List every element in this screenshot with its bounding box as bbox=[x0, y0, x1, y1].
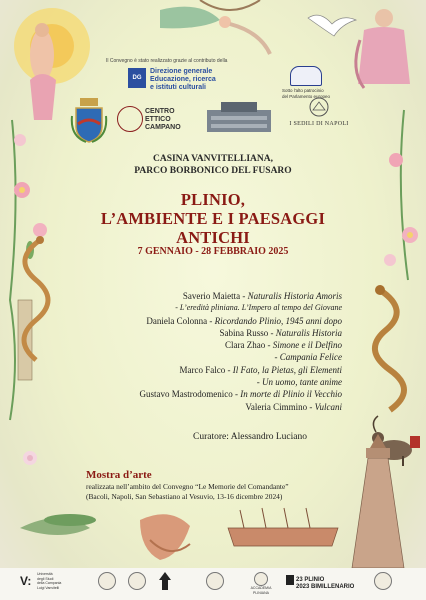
program-item: Marco Falco - Il Fato, la Pietas, gli Elementi bbox=[179, 364, 342, 375]
european-parliament-logo bbox=[282, 66, 344, 99]
sedili-emblem-icon bbox=[282, 96, 356, 118]
globe-logo bbox=[374, 572, 392, 590]
program-item: Gustavo Mastrodomenico - In morte di Plinio il Vecchio bbox=[139, 389, 342, 400]
building-logo bbox=[205, 96, 273, 144]
program-item: Saverio Maietta - Naturalis Historia Amoris bbox=[182, 291, 342, 301]
program-item: - Campania Felice bbox=[274, 352, 342, 363]
venue: CASINA VANVITELLIANA, PARCO BORBONICO DEL FUSARO bbox=[134, 154, 292, 176]
program-list bbox=[90, 290, 342, 413]
seal-logo-1 bbox=[98, 572, 116, 590]
accademia-emblem-icon bbox=[254, 572, 268, 586]
curator: Curatore: Alessandro Luciano bbox=[193, 432, 307, 442]
plinio-bimillenario-logo: 23 PLINIO 2023 BIMILLENARIO bbox=[296, 577, 355, 590]
vanvitelli-university-text: Università degli Studi della Campania Luigi Vanvitelli bbox=[37, 572, 62, 590]
european-parliament-text: Sotto l'alto patrocinio del Parlamento europeo bbox=[282, 88, 331, 99]
building-icon bbox=[205, 96, 273, 136]
municipal-crest-logo bbox=[70, 96, 108, 144]
accademia-pliniana-text: ACCADEMIA PLINIANA bbox=[250, 586, 272, 595]
woman-figure-illustration bbox=[356, 9, 410, 88]
municipal-seal-logo bbox=[206, 572, 224, 590]
serpent-column-illustration bbox=[18, 236, 48, 380]
red-seal-illustration bbox=[410, 436, 420, 448]
angel-illustration bbox=[160, 0, 270, 54]
accademia-pliniana-logo bbox=[246, 572, 276, 596]
crest-icon bbox=[70, 96, 108, 144]
parliament-building-icon bbox=[290, 66, 322, 86]
exhibition-title: PLINIO, L’AMBIENTE E I PAESAGGI ANTICHI bbox=[100, 190, 326, 247]
mostra-title: Mostra d’arte bbox=[86, 469, 152, 481]
centro-emblem-icon bbox=[117, 106, 143, 132]
sponsor-note: Il Convegno è stato realizzato grazie al contributo della bbox=[106, 58, 228, 64]
program-item: - Un uomo, tante anime bbox=[256, 377, 342, 388]
program-item: Daniela Colonna - Ricordando Plinio, 1945 anni dopo bbox=[146, 315, 342, 326]
program-item: Sabina Russo - Naturalis Historia bbox=[219, 327, 342, 338]
centro-etico-campano-text: CENTRO ETTICO CAMPANO bbox=[145, 108, 181, 131]
eagle-logo bbox=[158, 572, 172, 596]
program-item: Valeria Cimmino - Vulcani bbox=[245, 401, 342, 412]
seagull-illustration bbox=[308, 15, 356, 36]
sedili-di-napoli-logo bbox=[282, 96, 356, 144]
right-serpent-illustration bbox=[375, 285, 404, 410]
direzione-generale-text: Direzione generale Educazione, ricerca e istituti culturali bbox=[150, 68, 216, 91]
program-item: Clara Zhao - Simone e il Delfino bbox=[225, 340, 342, 351]
vanvitelli-university-logo bbox=[20, 572, 80, 596]
sedili-di-napoli-text: I SEDILI DI NAPOLI bbox=[289, 121, 349, 127]
footer-logos bbox=[0, 568, 426, 600]
vanvitelli-v-icon: V: bbox=[20, 574, 32, 588]
seal-logo-2 bbox=[128, 572, 146, 590]
sea-creatures-illustration bbox=[20, 451, 338, 560]
exhibition-dates: 7 GENNAIO - 28 FEBBRAIO 2025 bbox=[137, 246, 289, 257]
direzione-generale-icon: DG bbox=[128, 68, 146, 88]
mostra-description: realizzata nell’ambito del Convegno “Le Memorie del Comandante” (Bacoli, Napoli, San Sebastiano al Vesuvio, 13-16 dicembre 2024) bbox=[86, 482, 289, 501]
centro-etico-campano-logo bbox=[117, 96, 197, 144]
eagle-icon bbox=[158, 572, 172, 590]
plinio-flag-icon bbox=[286, 572, 294, 596]
program-item: - L’eredità pliniana. L’Impero al tempo del Giovane bbox=[175, 303, 342, 313]
right-flowers-illustration bbox=[384, 110, 418, 280]
direzione-generale-logo bbox=[128, 68, 246, 94]
